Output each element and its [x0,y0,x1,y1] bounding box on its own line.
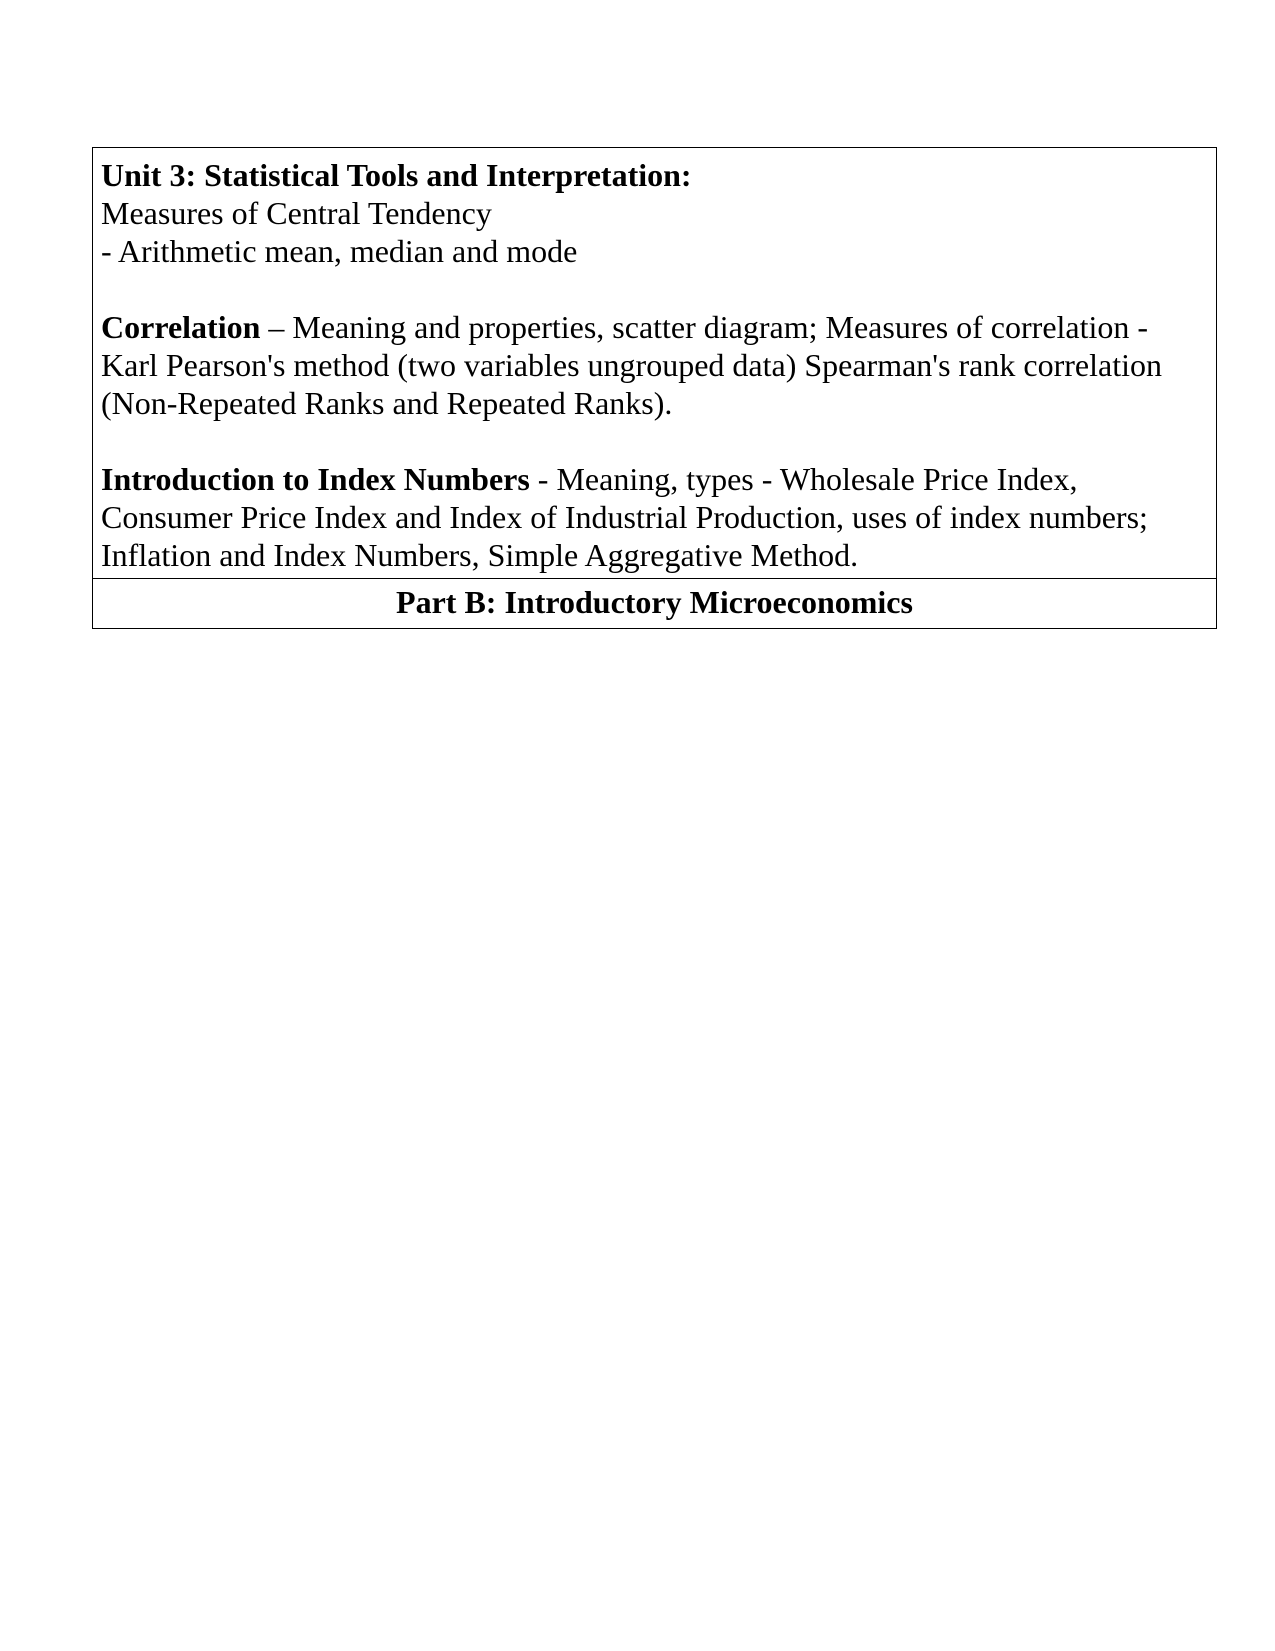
index-numbers-paragraph [101,460,1208,574]
central-tendency-detail: - Arithmetic mean, median and mode [101,233,578,269]
index-numbers-text: - Meaning, types - Wholesale Price Index, Consumer Price Index and Index of Industrial Production, uses of index numbers; Inflation and Index Numbers, Simple Aggregative Method. [101,461,1148,573]
central-tendency-heading: Measures of Central Tendency [101,195,492,231]
correlation-paragraph [101,308,1208,422]
index-numbers-term: Introduction to Index Numbers [101,461,530,497]
unit-title: Unit 3: Statistical Tools and Interpretation: [101,157,692,193]
part-b-heading: Part B: Introductory Microeconomics [396,584,913,620]
unit-3-cell [93,148,1216,579]
correlation-term: Correlation [101,309,261,345]
syllabus-table [92,147,1217,629]
correlation-text: – Meaning and properties, scatter diagram; Measures of correlation - Karl Pearson's method (two variables ungrouped data) Spearman's rank correlation (Non-Repeated Ranks and Repeated Ranks). [101,309,1162,421]
